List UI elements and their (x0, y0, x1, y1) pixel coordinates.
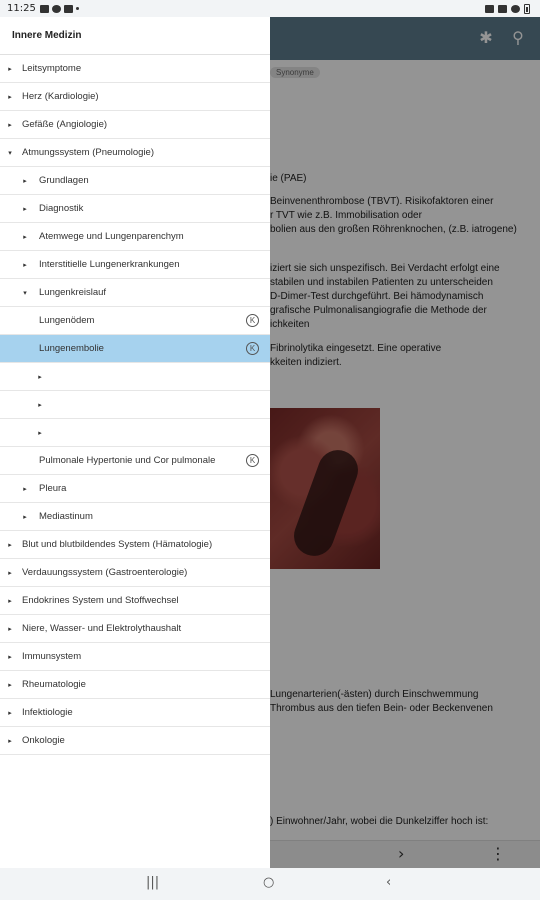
tree-item[interactable] (0, 699, 270, 727)
media-icon (485, 5, 494, 13)
battery-icon (524, 4, 530, 14)
home-button[interactable]: ○ (263, 875, 275, 890)
synonyme-chip[interactable]: Synonyme (270, 67, 320, 78)
tree-item[interactable] (0, 643, 270, 671)
tree-item[interactable] (0, 83, 270, 111)
tree-item[interactable] (0, 559, 270, 587)
article-line: r TVT wie z.B. Immobilisation oder (270, 210, 422, 221)
collapsed-arrow-icon[interactable]: ▸ (38, 401, 42, 409)
tree-item-label: Blut und blutbildendes System (Hämatologie) (22, 539, 213, 550)
tree-item[interactable] (0, 279, 270, 307)
tree-item-label: Niere, Wasser- und Elektrolythaushalt (22, 623, 182, 634)
tree-item-label: Grundlagen (39, 175, 89, 186)
tree-item[interactable] (0, 671, 270, 699)
star-of-life-icon[interactable]: ✱ (479, 28, 493, 47)
collapsed-arrow-icon[interactable]: ▸ (23, 485, 27, 493)
article-line: ie (PAE) (270, 173, 307, 184)
tree-item[interactable] (0, 531, 270, 559)
search-icon[interactable]: ⚲ (512, 28, 524, 47)
mute-icon (498, 5, 507, 13)
tree-item[interactable] (0, 391, 270, 419)
chevron-right-icon[interactable]: › (398, 844, 405, 863)
tree-item-label: Rheumatologie (22, 679, 86, 690)
collapsed-arrow-icon[interactable]: ▸ (8, 597, 12, 605)
tree-item-label: Mediastinum (39, 511, 93, 522)
tree-item[interactable] (0, 55, 270, 83)
expanded-arrow-icon[interactable]: ▾ (23, 289, 27, 297)
k-badge-icon[interactable]: K (246, 454, 259, 467)
system-nav-bar (0, 868, 540, 900)
status-left-icons (40, 5, 79, 13)
tree-list (0, 55, 270, 755)
tree-item[interactable] (0, 251, 270, 279)
article-line: stabilen und instabilen Patienten zu unterscheiden (270, 277, 493, 288)
article-line: D-Dimer-Test durchgeführt. Bei hämodynamisch (270, 291, 484, 302)
tree-item-label: Atemwege und Lungenparenchym (39, 231, 184, 242)
k-badge-icon[interactable]: K (246, 342, 259, 355)
tree-item[interactable] (0, 587, 270, 615)
status-right-icons (485, 4, 530, 14)
tree-item-label: Onkologie (22, 735, 65, 746)
tree-item[interactable] (0, 475, 270, 503)
tree-item[interactable] (0, 139, 270, 167)
tree-item[interactable] (0, 727, 270, 755)
recents-button[interactable]: ||| (146, 875, 160, 890)
wifi-icon (511, 5, 520, 13)
status-time: 11:25 (7, 3, 36, 14)
article-line: Beinvenenthrombose (TBVT). Risikofaktoren einer (270, 196, 494, 207)
tree-item-label: Diagnostik (39, 203, 84, 214)
article-line: bolien aus den großen Röhrenknochen, (z.B. iatrogene) (270, 224, 517, 235)
tree-item[interactable] (0, 615, 270, 643)
tree-item-label: Lungenödem (39, 315, 95, 326)
tree-item-label: Interstitielle Lungenerkrankungen (39, 259, 180, 270)
article-line: Fibrinolytika eingesetzt. Eine operative (270, 343, 442, 354)
tree-item[interactable] (0, 363, 270, 391)
collapsed-arrow-icon[interactable]: ▸ (8, 541, 12, 549)
article-line: kkeiten indiziert. (270, 357, 342, 368)
expanded-arrow-icon[interactable]: ▾ (8, 149, 12, 157)
collapsed-arrow-icon[interactable]: ▸ (38, 429, 42, 437)
tree-item-label: Gefäße (Angiologie) (22, 119, 108, 130)
mail-icon (64, 5, 73, 13)
k-badge-icon[interactable]: K (246, 314, 259, 327)
collapsed-arrow-icon[interactable]: ▸ (8, 93, 12, 101)
collapsed-arrow-icon[interactable]: ▸ (8, 65, 12, 73)
collapsed-arrow-icon[interactable]: ▸ (23, 205, 27, 213)
article-line: iziert sie sich unspezifisch. Bei Verdacht erfolgt eine (270, 263, 500, 274)
article-line: grafische Pulmonalisangiografie die Methode der (270, 305, 487, 316)
tree-item-label: Atmungssystem (Pneumologie) (22, 147, 154, 158)
article-line: Thrombus aus den tiefen Bein- oder Beckenvenen (270, 703, 493, 714)
dot-icon (76, 7, 79, 10)
collapsed-arrow-icon[interactable]: ▸ (8, 653, 12, 661)
collapsed-arrow-icon[interactable]: ▸ (23, 177, 27, 185)
tree-item[interactable] (0, 503, 270, 531)
collapsed-arrow-icon[interactable]: ▸ (38, 373, 42, 381)
more-vert-icon[interactable]: ⋮ (490, 844, 506, 863)
tree-item-label: Endokrines System und Stoffwechsel (22, 595, 179, 606)
tree-item-label: Lungenembolie (39, 343, 104, 354)
tree-item[interactable] (0, 335, 270, 363)
collapsed-arrow-icon[interactable]: ▸ (23, 513, 27, 521)
tree-item[interactable] (0, 307, 270, 335)
tree-item-label: Immunsystem (22, 651, 82, 662)
collapsed-arrow-icon[interactable]: ▸ (23, 233, 27, 241)
collapsed-arrow-icon[interactable]: ▸ (8, 737, 12, 745)
back-button[interactable]: ‹ (386, 875, 392, 890)
article-line: ) Einwohner/Jahr, wobei die Dunkelziffer hoch ist: (270, 816, 489, 827)
collapsed-arrow-icon[interactable]: ▸ (8, 569, 12, 577)
tree-item-label: Leitsymptome (22, 63, 82, 74)
collapsed-arrow-icon[interactable]: ▸ (23, 261, 27, 269)
tree-item[interactable] (0, 111, 270, 139)
tree-item[interactable] (0, 447, 270, 475)
drawer-title: Innere Medizin (0, 17, 270, 55)
collapsed-arrow-icon[interactable]: ▸ (8, 681, 12, 689)
collapsed-arrow-icon[interactable]: ▸ (8, 709, 12, 717)
tree-item[interactable] (0, 195, 270, 223)
status-bar (0, 0, 540, 17)
tree-item-label: Lungenkreislauf (39, 287, 107, 298)
collapsed-arrow-icon[interactable]: ▸ (8, 625, 12, 633)
tree-item-label: Herz (Kardiologie) (22, 91, 99, 102)
collapsed-arrow-icon[interactable]: ▸ (8, 121, 12, 129)
tree-item-label: Pleura (39, 483, 67, 494)
tree-item[interactable] (0, 167, 270, 195)
tree-item[interactable] (0, 419, 270, 447)
tree-item-label: Pulmonale Hypertonie und Cor pulmonale (39, 455, 216, 466)
article-line: ichkeiten (270, 319, 310, 330)
article-line: Lungenarterien(-ästen) durch Einschwemmung (270, 689, 479, 700)
tree-item-label: Verdauungssystem (Gastroenterologie) (22, 567, 188, 578)
tree-item-label: Infektiologie (22, 707, 73, 718)
gallery-icon (40, 5, 49, 13)
navigation-drawer (0, 17, 270, 868)
gear-icon (52, 5, 61, 13)
tree-item[interactable] (0, 223, 270, 251)
